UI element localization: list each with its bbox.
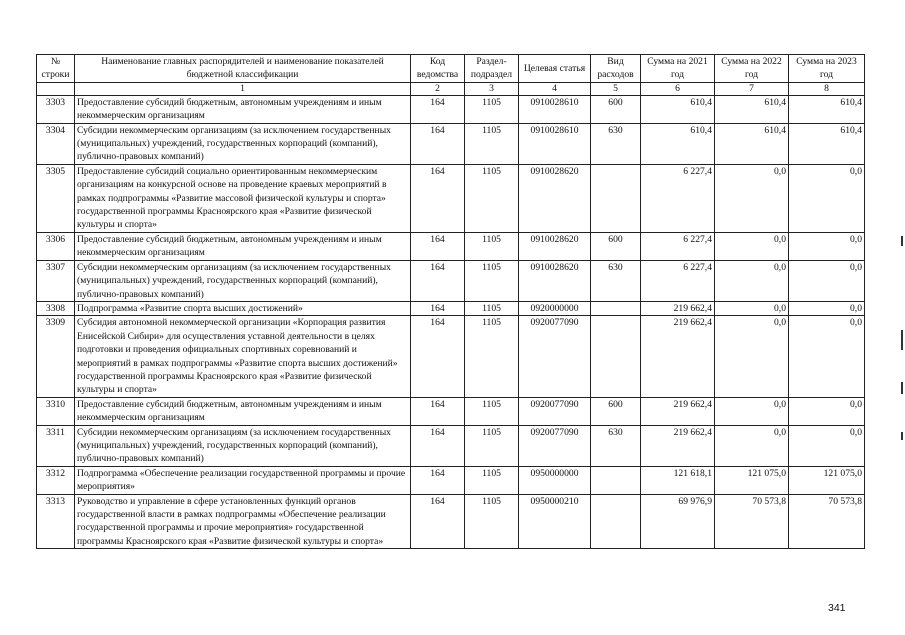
row-sum-2021: 219 662,4 — [641, 425, 715, 466]
row-sum-2021: 121 618,1 — [641, 466, 715, 494]
row-section: 1105 — [465, 123, 519, 164]
page-number: 341 — [828, 602, 846, 614]
row-sum-2022: 0,0 — [715, 397, 789, 425]
row-sum-2023: 0,0 — [789, 232, 865, 260]
row-sum-2022: 0,0 — [715, 260, 789, 301]
row-section: 1105 — [465, 232, 519, 260]
row-target: 0920077090 — [519, 425, 591, 466]
header-row — [37, 55, 865, 83]
row-sum-2022: 0,0 — [715, 425, 789, 466]
row-name: Предоставление субсидий бюджетным, автономным учреждениям и иным некоммерческим организациям — [75, 232, 411, 260]
scan-edge-mark — [901, 432, 903, 440]
column-number: 3 — [465, 82, 519, 95]
table-row — [37, 232, 865, 260]
row-name: Субсидии некоммерческим организациям (за исключением государственных (муниципальных) учреждений, государственных корпораций (компаний), публично-правовых компаний) — [75, 123, 411, 164]
row-expense-type: 630 — [591, 260, 641, 301]
row-number: 3310 — [37, 397, 75, 425]
row-dept-code: 164 — [411, 301, 465, 315]
header-sum-2022: Сумма на 2022 год — [715, 55, 789, 83]
row-dept-code: 164 — [411, 397, 465, 425]
row-sum-2021: 6 227,4 — [641, 260, 715, 301]
row-sum-2022: 0,0 — [715, 316, 789, 397]
header-row-no: № строки — [37, 55, 75, 83]
table-row — [37, 397, 865, 425]
row-sum-2023: 0,0 — [789, 316, 865, 397]
column-number: 5 — [591, 82, 641, 95]
row-name: Предоставление субсидий бюджетным, автономным учреждениям и иным некоммерческим организациям — [75, 397, 411, 425]
row-dept-code: 164 — [411, 95, 465, 123]
row-number: 3309 — [37, 316, 75, 397]
row-name: Подпрограмма «Развитие спорта высших достижений» — [75, 301, 411, 315]
row-target: 0910028610 — [519, 95, 591, 123]
row-sum-2022: 610,4 — [715, 95, 789, 123]
scan-edge-mark — [901, 236, 903, 246]
row-dept-code: 164 — [411, 466, 465, 494]
row-section: 1105 — [465, 494, 519, 549]
row-target: 0920077090 — [519, 316, 591, 397]
column-number: 4 — [519, 82, 591, 95]
row-name: Подпрограмма «Обеспечение реализации государственной программы и прочие мероприятия» — [75, 466, 411, 494]
header-expense-type: Вид расходов — [591, 55, 641, 83]
row-target: 0910028620 — [519, 232, 591, 260]
table-row — [37, 494, 865, 549]
row-section: 1105 — [465, 95, 519, 123]
header-sum-2023: Сумма на 2023 год — [789, 55, 865, 83]
row-sum-2023: 610,4 — [789, 123, 865, 164]
row-expense-type — [591, 494, 641, 549]
row-dept-code: 164 — [411, 232, 465, 260]
row-target: 0910028620 — [519, 164, 591, 232]
budget-table — [36, 54, 865, 549]
row-target: 0920000000 — [519, 301, 591, 315]
row-sum-2023: 0,0 — [789, 425, 865, 466]
row-section: 1105 — [465, 301, 519, 315]
row-dept-code: 164 — [411, 316, 465, 397]
column-number: 8 — [789, 82, 865, 95]
row-number: 3311 — [37, 425, 75, 466]
row-section: 1105 — [465, 164, 519, 232]
header-dept-code: Код ведомства — [411, 55, 465, 83]
row-sum-2022: 121 075,0 — [715, 466, 789, 494]
header-target: Целевая статья — [519, 55, 591, 83]
row-sum-2022: 0,0 — [715, 232, 789, 260]
row-target: 0910028610 — [519, 123, 591, 164]
row-sum-2023: 0,0 — [789, 260, 865, 301]
row-sum-2023: 0,0 — [789, 301, 865, 315]
row-sum-2022: 610,4 — [715, 123, 789, 164]
row-sum-2023: 121 075,0 — [789, 466, 865, 494]
row-sum-2021: 219 662,4 — [641, 316, 715, 397]
row-section: 1105 — [465, 397, 519, 425]
column-number-row — [37, 82, 865, 95]
row-expense-type: 600 — [591, 95, 641, 123]
row-expense-type: 600 — [591, 397, 641, 425]
scan-edge-mark — [901, 382, 903, 394]
row-number: 3307 — [37, 260, 75, 301]
row-name: Предоставление субсидий социально ориентированным некоммерческим организациям на конкурсной основе на проведение краевых мероприятий в рамках подпрограммы «Развитие массовой физической культуры и спорта» государственной программы Красноярского края «Развитие физической культуры и спорта» — [75, 164, 411, 232]
row-number: 3304 — [37, 123, 75, 164]
column-number — [37, 82, 75, 95]
row-sum-2021: 6 227,4 — [641, 164, 715, 232]
row-target: 0920077090 — [519, 397, 591, 425]
row-number: 3308 — [37, 301, 75, 315]
row-expense-type — [591, 316, 641, 397]
row-target: 0950000210 — [519, 494, 591, 549]
row-name: Субсидия автономной некоммерческой организации «Корпорация развития Енисейской Сибири» для осуществления уставной деятельности в целях подготовки и проведения официальных спортивных соревнований и мероприятий в рамках подпрограммы «Развитие спорта высших достижений» государственной программы Красноярского края «Развитие физической культуры и спорта» — [75, 316, 411, 397]
row-number: 3306 — [37, 232, 75, 260]
row-expense-type: 600 — [591, 232, 641, 260]
table-row — [37, 466, 865, 494]
row-dept-code: 164 — [411, 123, 465, 164]
table-row — [37, 95, 865, 123]
row-sum-2021: 219 662,4 — [641, 301, 715, 315]
table-row — [37, 260, 865, 301]
table-row — [37, 316, 865, 397]
row-dept-code: 164 — [411, 494, 465, 549]
row-section: 1105 — [465, 260, 519, 301]
row-expense-type — [591, 301, 641, 315]
row-expense-type: 630 — [591, 425, 641, 466]
row-dept-code: 164 — [411, 164, 465, 232]
scan-edge-mark — [901, 330, 903, 350]
row-section: 1105 — [465, 316, 519, 397]
row-expense-type: 630 — [591, 123, 641, 164]
row-name: Субсидии некоммерческим организациям (за исключением государственных (муниципальных) учреждений, государственных корпораций (компаний), публично-правовых компаний) — [75, 260, 411, 301]
table-row — [37, 123, 865, 164]
row-sum-2023: 610,4 — [789, 95, 865, 123]
row-section: 1105 — [465, 466, 519, 494]
row-sum-2022: 0,0 — [715, 301, 789, 315]
row-target: 0950000000 — [519, 466, 591, 494]
row-sum-2023: 0,0 — [789, 397, 865, 425]
row-sum-2021: 610,4 — [641, 95, 715, 123]
row-dept-code: 164 — [411, 260, 465, 301]
column-number: 7 — [715, 82, 789, 95]
table-row — [37, 301, 865, 315]
header-section: Раздел-подраздел — [465, 55, 519, 83]
row-sum-2021: 610,4 — [641, 123, 715, 164]
column-number: 2 — [411, 82, 465, 95]
row-dept-code: 164 — [411, 425, 465, 466]
header-name: Наименование главных распорядителей и наименование показателей бюджетной классификации — [75, 55, 411, 83]
row-sum-2021: 69 976,9 — [641, 494, 715, 549]
row-number: 3313 — [37, 494, 75, 549]
row-sum-2021: 6 227,4 — [641, 232, 715, 260]
row-number: 3312 — [37, 466, 75, 494]
table-row — [37, 425, 865, 466]
table-row — [37, 164, 865, 232]
row-name: Субсидии некоммерческим организациям (за исключением государственных (муниципальных) учреждений, государственных корпораций (компаний), публично-правовых компаний) — [75, 425, 411, 466]
row-sum-2022: 70 573,8 — [715, 494, 789, 549]
row-target: 0910028620 — [519, 260, 591, 301]
row-section: 1105 — [465, 425, 519, 466]
row-sum-2023: 0,0 — [789, 164, 865, 232]
row-name: Предоставление субсидий бюджетным, автономным учреждениям и иным некоммерческим организациям — [75, 95, 411, 123]
row-expense-type — [591, 466, 641, 494]
row-number: 3303 — [37, 95, 75, 123]
header-sum-2021: Сумма на 2021 год — [641, 55, 715, 83]
row-expense-type — [591, 164, 641, 232]
row-number: 3305 — [37, 164, 75, 232]
row-sum-2023: 70 573,8 — [789, 494, 865, 549]
column-number: 6 — [641, 82, 715, 95]
row-name: Руководство и управление в сфере установленных функций органов государственной власти в рамках подпрограммы «Обеспечение реализации государственной программы и прочие мероприятия» государственной программы Красноярского края «Развитие физической культуры и спорта» — [75, 494, 411, 549]
row-sum-2022: 0,0 — [715, 164, 789, 232]
column-number: 1 — [75, 82, 411, 95]
row-sum-2021: 219 662,4 — [641, 397, 715, 425]
